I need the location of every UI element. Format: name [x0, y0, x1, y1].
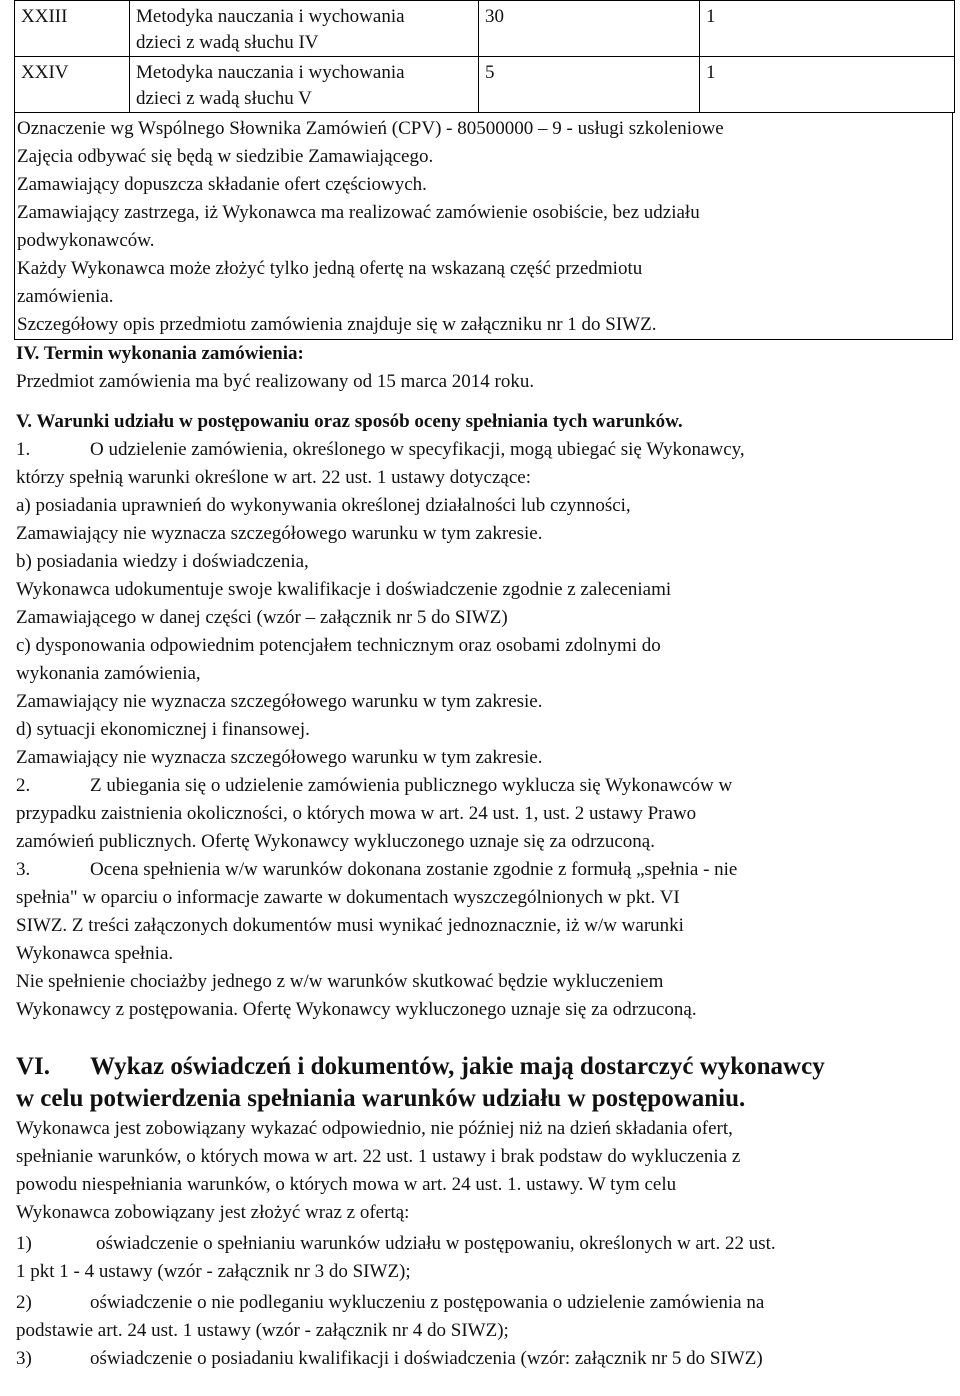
spacer	[14, 1024, 954, 1051]
section-heading: V. Warunki udziału w postępowaniu oraz sposób oceny spełniania tych warunków.	[16, 411, 683, 432]
course-name	[130, 57, 479, 113]
info-line: zamówienia.	[17, 286, 114, 307]
paragraph-line: spełnia" w oparciu o informacje zawarte w dokumentach wyszczególnionych w pkt. VI	[16, 887, 680, 908]
section-heading	[16, 1051, 954, 1083]
course-groups: 1	[700, 57, 955, 113]
info-line: Zajęcia odbywać się będą w siedzibie Zamawiającego.	[17, 146, 434, 167]
course-hours: 30	[479, 1, 700, 57]
list-text: oświadczenie o nie podleganiu wykluczeniu z postępowania o udzielenie zamówienia na	[90, 1292, 765, 1313]
list-text: oświadczenie o posiadaniu kwalifikacji i doświadczenia (wzór: załącznik nr 5 do SIWZ)	[90, 1348, 763, 1369]
section-heading: IV. Termin wykonania zamówienia:	[16, 343, 304, 364]
paragraph-line: Wykonawca jest zobowiązany wykazać odpowiednio, nie później niż na dzień składania ofert,	[16, 1118, 733, 1139]
paragraph-line: którzy spełnią warunki określone w art. 22 ust. 1 ustawy dotyczące:	[16, 467, 531, 488]
course-name	[130, 1, 479, 57]
paragraph-line: Zamawiający nie wyznacza szczegółowego warunku w tym zakresie.	[16, 747, 543, 768]
list-item-continuation: 1 pkt 1 - 4 ustawy (wzór - załącznik nr 3 do SIWZ);	[16, 1261, 411, 1282]
info-line: Szczegółowy opis przedmiotu zamówienia znajduje się w załączniku nr 1 do SIWZ.	[17, 314, 657, 335]
spacer	[14, 396, 954, 408]
section-number: VI.	[16, 1053, 51, 1080]
paragraph-line: c) dysponowania odpowiednim potencjałem technicznym oraz osobami zdolnymi do	[16, 635, 661, 656]
paragraph-number: 1.	[16, 439, 31, 460]
list-item	[16, 1230, 954, 1258]
section-v	[14, 408, 954, 1024]
paragraph-line: Zamawiającego w danej części (wzór – załącznik nr 5 do SIWZ)	[16, 607, 508, 628]
paragraph-line: Nie spełnienie chociażby jednego z w/w warunków skutkować będzie wykluczeniem	[16, 971, 664, 992]
row-number: XXIV	[15, 57, 130, 113]
info-box	[14, 113, 953, 340]
paragraph-line: Zamawiający nie wyznacza szczegółowego warunku w tym zakresie.	[16, 523, 543, 544]
paragraph-line	[16, 772, 954, 800]
paragraph-line: przypadku zaistnienia okoliczności, o których mowa w art. 24 ust. 1, ust. 2 ustawy Prawo	[16, 803, 697, 824]
section-heading: w celu potwierdzenia spełniania warunków udziału w postępowaniu.	[16, 1085, 746, 1112]
paragraph-number: 3.	[16, 859, 31, 880]
paragraph-line: zamówień publicznych. Ofertę Wykonawcy wykluczonego uznaje się za odrzuconą.	[16, 831, 655, 852]
courses-table	[14, 0, 955, 113]
paragraph-line: b) posiadania wiedzy i doświadczenia,	[16, 551, 309, 572]
row-number: XXIII	[15, 1, 130, 57]
list-text: oświadczenie o spełnianiu warunków udziału w postępowaniu, określonych w art. 22 ust.	[96, 1233, 776, 1254]
list-item	[16, 1345, 954, 1373]
course-name-line: Metodyka nauczania i wychowania	[136, 6, 405, 27]
section-iv	[14, 340, 954, 396]
section-heading-text: Wykaz oświadczeń i dokumentów, jakie mają dostarczyć wykonawcy	[90, 1053, 825, 1080]
paragraph-line: Wykonawca udokumentuje swoje kwalifikacje i doświadczenie zgodnie z zaleceniami	[16, 579, 672, 600]
table-row	[15, 57, 955, 113]
paragraph-line	[16, 436, 954, 464]
course-name-line: dzieci z wadą słuchu IV	[136, 32, 319, 53]
list-number: 2)	[16, 1292, 32, 1313]
paragraph-line: powodu niespełniania warunków, o których mowa w art. 24 ust. 1. ustawy. W tym celu	[16, 1174, 677, 1195]
list-number: 3)	[16, 1348, 32, 1369]
paragraph-line: Zamawiający nie wyznacza szczegółowego warunku w tym zakresie.	[16, 691, 543, 712]
paragraph-line: Wykonawcy z postępowania. Ofertę Wykonawcy wykluczonego uznaje się za odrzuconą.	[16, 999, 697, 1020]
paragraph-number: 2.	[16, 775, 31, 796]
paragraph-line: d) sytuacji ekonomicznej i finansowej.	[16, 719, 310, 740]
section-vi	[14, 1051, 954, 1373]
document-page	[14, 0, 954, 1373]
paragraph-line	[16, 856, 954, 884]
table-row	[15, 1, 955, 57]
paragraph-text: Z ubiegania się o udzielenie zamówienia publicznego wyklucza się Wykonawców w	[90, 775, 733, 796]
info-line: podwykonawców.	[17, 230, 155, 251]
list-item-continuation: podstawie art. 24 ust. 1 ustawy (wzór - załącznik nr 4 do SIWZ);	[16, 1320, 509, 1341]
paragraph-line: SIWZ. Z treści załączonych dokumentów musi wynikać jednoznacznie, iż w/w warunki	[16, 915, 684, 936]
list-item	[16, 1289, 954, 1317]
paragraph-line: Wykonawca spełnia.	[16, 943, 174, 964]
paragraph-line: spełnianie warunków, o których mowa w art. 22 ust. 1 ustawy i brak podstaw do wykluczenia z	[16, 1146, 741, 1167]
section-text: Przedmiot zamówienia ma być realizowany od 15 marca 2014 roku.	[16, 371, 535, 392]
list-number: 1)	[16, 1233, 32, 1254]
course-name-line: dzieci z wadą słuchu V	[136, 88, 312, 109]
paragraph-line: Wykonawca zobowiązany jest złożyć wraz z ofertą:	[16, 1202, 410, 1223]
info-line: Zamawiający zastrzega, iż Wykonawca ma realizować zamówienie osobiście, bez udziału	[17, 202, 700, 223]
paragraph-line: a) posiadania uprawnień do wykonywania określonej działalności lub czynności,	[16, 495, 631, 516]
paragraph-line: wykonania zamówienia,	[16, 663, 201, 684]
course-hours: 5	[479, 57, 700, 113]
paragraph-text: Ocena spełnienia w/w warunków dokonana zostanie zgodnie z formułą „spełnia - nie	[90, 859, 738, 880]
info-line: Zamawiający dopuszcza składanie ofert częściowych.	[17, 174, 427, 195]
info-line: Każdy Wykonawca może złożyć tylko jedną ofertę na wskazaną część przedmiotu	[17, 258, 643, 279]
paragraph-text: O udzielenie zamówienia, określonego w specyfikacji, mogą ubiegać się Wykonawcy,	[90, 439, 745, 460]
info-line: Oznaczenie wg Wspólnego Słownika Zamówień (CPV) - 80500000 – 9 - usługi szkoleniowe	[17, 118, 724, 139]
course-name-line: Metodyka nauczania i wychowania	[136, 62, 405, 83]
course-groups: 1	[700, 1, 955, 57]
